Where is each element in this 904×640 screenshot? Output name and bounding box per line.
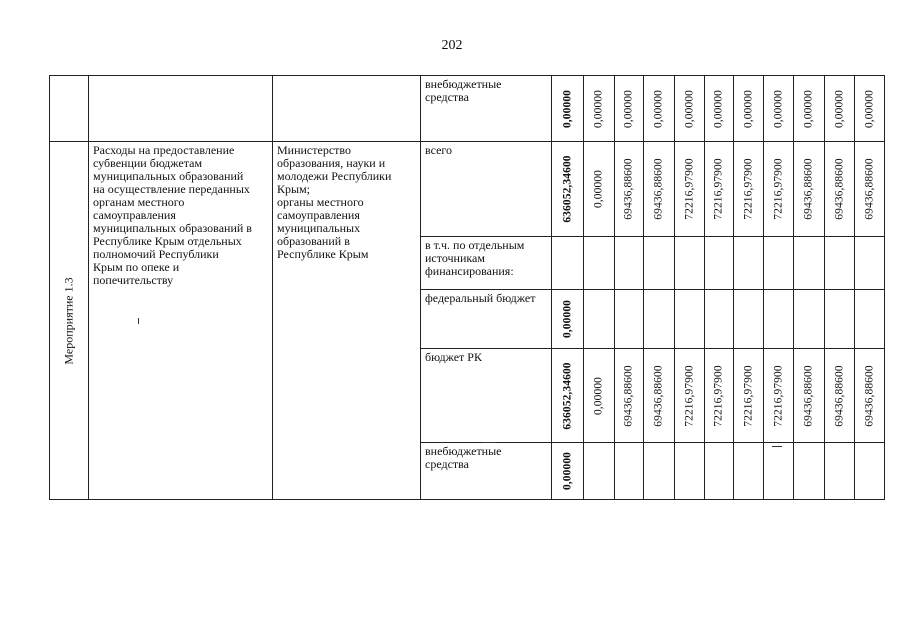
total-value: 636052,34600 (561, 361, 573, 430)
year-value: 69436,88600 (863, 158, 875, 220)
total-value: 0,00000 (561, 299, 573, 339)
year-value-cell (825, 237, 855, 290)
measure-executor: Министерство образования, науки и молодежи Республики Крым; органы местного самоуправления муниципальных образований в Республике Крым (277, 143, 392, 261)
year-value-cell (615, 443, 644, 500)
year-value: 0,00000 (742, 89, 754, 128)
year-value: 0,00000 (683, 89, 695, 128)
year-value: 72216,97900 (742, 364, 754, 427)
scan-mark (482, 442, 496, 443)
year-value-cell (734, 237, 764, 290)
year-value-cell (825, 290, 855, 349)
category-label: внебюджетные средства (425, 444, 502, 471)
year-value: 69436,88600 (833, 158, 845, 220)
measure-cell-continued (50, 76, 89, 142)
year-value: 72216,97900 (772, 364, 784, 427)
year-value: 0,00000 (592, 376, 605, 415)
scan-mark (138, 318, 139, 324)
year-value-cell (855, 443, 885, 500)
year-value-cell (644, 237, 675, 290)
category-label: бюджет РК (425, 350, 482, 364)
year-value-cell (644, 76, 675, 142)
year-value: 0,00000 (772, 89, 784, 128)
category-label: федеральный бюджет (425, 291, 536, 305)
year-value-cell (855, 142, 885, 237)
year-value: 72216,97900 (712, 158, 725, 220)
category-cell (421, 443, 552, 500)
category-cell (421, 142, 552, 237)
year-value: 69436,88600 (833, 364, 845, 427)
year-value-cell (615, 349, 644, 443)
year-value-cell (705, 290, 734, 349)
year-value: 72216,97900 (712, 364, 725, 427)
year-value: 69436,88600 (622, 158, 635, 220)
category-label: внебюджетные средства (425, 77, 502, 104)
table-row (50, 76, 885, 142)
total-cell (552, 142, 584, 237)
total-value: 636052,34600 (561, 155, 573, 223)
year-value-cell (584, 290, 615, 349)
year-value-cell (794, 349, 825, 443)
year-value-cell (825, 349, 855, 443)
year-value-cell (584, 142, 615, 237)
year-value-cell (584, 237, 615, 290)
year-value-cell (675, 76, 705, 142)
year-value-cell (644, 290, 675, 349)
year-value: 0,00000 (622, 89, 635, 128)
year-value: 0,00000 (833, 89, 845, 128)
year-value-cell (644, 142, 675, 237)
year-value: 72216,97900 (683, 364, 695, 427)
year-value-cell (675, 290, 705, 349)
description-cell (89, 142, 273, 500)
year-value-cell (794, 76, 825, 142)
year-value-cell (825, 76, 855, 142)
category-cell (421, 76, 552, 142)
year-value: 69436,88600 (863, 364, 875, 427)
year-value-cell (734, 290, 764, 349)
year-value-cell (794, 142, 825, 237)
year-value: 0,00000 (592, 89, 605, 128)
year-value-cell (644, 443, 675, 500)
year-value-cell (675, 237, 705, 290)
year-value: 0,00000 (592, 169, 605, 209)
budget-table (49, 75, 885, 500)
year-value-cell (794, 237, 825, 290)
year-value-cell (615, 142, 644, 237)
year-value-cell (734, 142, 764, 237)
year-value-cell (764, 76, 794, 142)
measure-label: Мероприятие 1.3 (61, 276, 76, 365)
scan-mark (772, 446, 782, 447)
year-value-cell (855, 76, 885, 142)
year-value-cell (644, 349, 675, 443)
total-cell (552, 76, 584, 142)
year-value-cell (615, 76, 644, 142)
category-cell (421, 290, 552, 349)
total-value: 0,00000 (561, 451, 573, 491)
year-value: 72216,97900 (772, 158, 784, 220)
year-value-cell (855, 349, 885, 443)
category-label: всего (425, 143, 453, 157)
year-value-cell (675, 349, 705, 443)
year-value: 0,00000 (712, 89, 725, 128)
year-value: 0,00000 (652, 89, 665, 128)
total-cell (552, 349, 584, 443)
year-value-cell (825, 142, 855, 237)
year-value-cell (615, 290, 644, 349)
year-value: 69436,88600 (802, 158, 815, 220)
year-value-cell (855, 290, 885, 349)
description-cell-continued (89, 76, 273, 142)
executor-cell (273, 142, 421, 500)
measure-cell (50, 142, 89, 500)
page-number: 202 (441, 38, 463, 53)
year-value: 0,00000 (863, 89, 875, 128)
year-value-cell (734, 76, 764, 142)
year-value-cell (764, 237, 794, 290)
year-value-cell (794, 443, 825, 500)
total-value: 0,00000 (561, 89, 573, 128)
year-value-cell (705, 142, 734, 237)
total-cell (552, 237, 584, 290)
year-value-cell (705, 443, 734, 500)
measure-description: Расходы на предоставление субвенции бюджетам муниципальных образований на осуществление переданных органам местного самоуправления муниципальных образований в Республике Крым отдельных полномочий Республики Крым по опеке и попечительству (93, 143, 252, 287)
year-value-cell (584, 76, 615, 142)
year-value: 69436,88600 (652, 364, 665, 427)
year-value: 72216,97900 (742, 158, 754, 220)
executor-cell-continued (273, 76, 421, 142)
total-cell (552, 443, 584, 500)
year-value: 69436,88600 (622, 364, 635, 427)
year-value-cell (734, 349, 764, 443)
year-value-cell (705, 237, 734, 290)
year-value-cell (764, 443, 794, 500)
year-value: 0,00000 (802, 89, 815, 128)
total-cell (552, 290, 584, 349)
year-value-cell (764, 349, 794, 443)
year-value-cell (705, 76, 734, 142)
year-value-cell (615, 237, 644, 290)
year-value-cell (855, 237, 885, 290)
year-value-cell (734, 443, 764, 500)
year-value-cell (584, 349, 615, 443)
year-value-cell (584, 443, 615, 500)
year-value-cell (705, 349, 734, 443)
year-value: 72216,97900 (683, 158, 695, 220)
year-value-cell (675, 443, 705, 500)
year-value-cell (675, 142, 705, 237)
category-cell (421, 237, 552, 290)
year-value-cell (764, 290, 794, 349)
category-cell (421, 349, 552, 443)
year-value-cell (825, 443, 855, 500)
table-row (50, 142, 885, 237)
year-value-cell (764, 142, 794, 237)
year-value: 69436,88600 (802, 364, 815, 427)
year-value: 69436,88600 (652, 158, 665, 220)
year-value-cell (794, 290, 825, 349)
category-label: в т.ч. по отдельным источникам финансирования: (425, 238, 525, 278)
